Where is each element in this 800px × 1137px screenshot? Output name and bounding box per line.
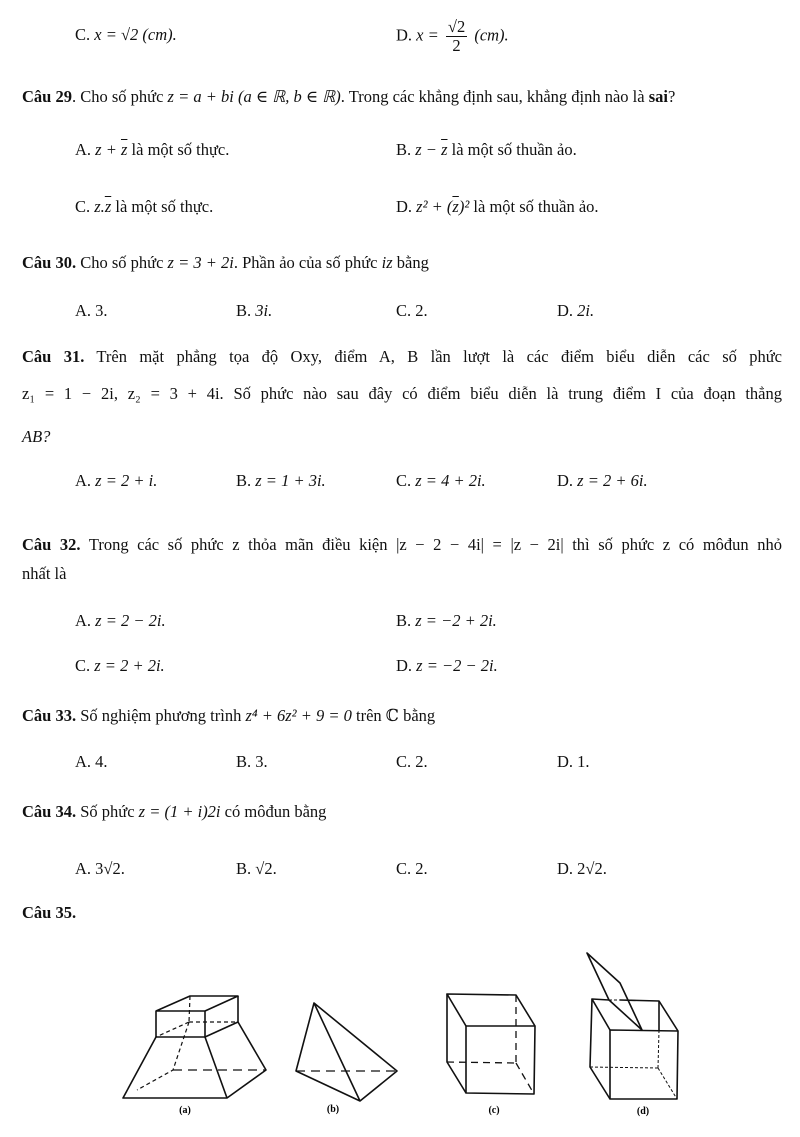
option-label: D. <box>396 25 413 45</box>
option-label: D. <box>557 301 574 320</box>
question-31-line-3: AB? <box>22 427 51 446</box>
question-math: iz <box>381 253 393 272</box>
option-math: x = √2 (cm). <box>94 25 177 44</box>
figure-c-front-face <box>466 1026 535 1094</box>
option-math-conjugate: $\overline{z}$ <box>452 197 459 216</box>
figure-a-base <box>123 1022 266 1098</box>
option-value: 3. <box>255 752 268 771</box>
question-number: Câu 33. <box>22 706 77 725</box>
option-value: 3. <box>95 301 108 320</box>
figure-c-label: (c) <box>488 1105 500 1116</box>
question-math: z = (1 + i)2i <box>138 802 221 821</box>
question-35: Câu 35. <box>22 903 77 922</box>
option-math-rhs: (cm). <box>474 25 509 45</box>
option-label: C. <box>396 859 412 878</box>
option-label: B. <box>236 301 252 320</box>
option-text: là một số thực. <box>127 140 230 159</box>
option-label: C. <box>75 197 91 216</box>
question-text: Trên mặt phẳng tọa độ Oxy, điểm A, B lần lượt là các điểm biểu diễn các số phức <box>84 347 782 366</box>
question-text: . Trong các khẳng định sau, khẳng định nào là <box>340 87 649 106</box>
question-text: bằng <box>392 253 429 272</box>
option-label: D. <box>557 859 574 878</box>
option-value: 4. <box>95 752 108 771</box>
fraction-denominator: 2 <box>452 36 461 55</box>
option-label: B. <box>236 859 252 878</box>
option-label: D. <box>557 471 574 490</box>
option-text: là một số thực. <box>111 197 214 216</box>
option-text: là một số thuần ảo. <box>447 140 577 159</box>
fraction-numerator: √2 <box>447 17 466 36</box>
figure-d-front-face <box>610 1030 678 1099</box>
question-number: Câu 30. <box>22 253 77 272</box>
question-math: z = a + bi (a ∈ ℝ, b ∈ ℝ) <box>167 87 341 106</box>
question-number: Câu 29 <box>22 87 72 106</box>
option-label: A. <box>75 859 92 878</box>
option-value: 2. <box>415 301 428 320</box>
option-value: 2. <box>415 752 428 771</box>
figure-b-label: (b) <box>326 1104 340 1115</box>
option-value: z = 1 + 3i. <box>255 471 326 490</box>
question-math: z⁴ + 6z² + 9 = 0 <box>245 706 352 725</box>
option-math-conjugate: $\overline{z}$ <box>120 140 128 159</box>
question-text: Số nghiệm phương trình <box>76 706 246 725</box>
option-label: C. <box>396 471 412 490</box>
option-value: 1. <box>577 752 590 771</box>
figure-d-hidden-edges <box>590 1000 677 1099</box>
option-label: B. <box>396 140 412 159</box>
option-value: z = 4 + 2i. <box>415 471 486 490</box>
question-text: Số phức <box>76 802 139 821</box>
question-number: Câu 31. <box>22 347 85 366</box>
option-value: 2. <box>415 859 428 878</box>
question-emphasis: sai <box>648 87 668 106</box>
question-end: ? <box>667 87 676 106</box>
figure-c-solid-edges <box>447 994 535 1026</box>
option-text: là một số thuần ảo. <box>469 197 599 216</box>
option-math: z − <box>415 140 442 159</box>
figure-d-solid-edges <box>620 1000 678 1031</box>
option-value: z = 2 + 2i. <box>94 656 165 675</box>
question-number: Câu 32. <box>22 535 81 554</box>
option-math: z² + ( <box>416 197 453 216</box>
figure-d-label: (d) <box>636 1106 650 1117</box>
option-math: z + <box>95 140 121 159</box>
option-value: √2. <box>255 859 277 878</box>
figure-d-flap <box>587 953 642 1030</box>
option-label: A. <box>75 752 92 771</box>
option-value: z = 2 + i. <box>95 471 158 490</box>
figure-d-solid-edges <box>592 999 610 1030</box>
option-value: z = 2 + 6i. <box>577 471 648 490</box>
option-label: A. <box>75 301 92 320</box>
option-value: 3√2. <box>95 859 125 878</box>
option-math-conjugate: $\overline{z}$ <box>441 140 448 159</box>
option-value: 3i. <box>255 301 273 320</box>
option-label: C. <box>75 25 91 44</box>
option-label: B. <box>236 752 252 771</box>
option-value: z = −2 + 2i. <box>415 611 497 630</box>
figure-c <box>447 994 535 1094</box>
question-31-line-2: z₁ = 1 − 2i, z₂ = 3 + 4i. Số phức nào sau đây có điểm biểu diễn là trung điểm I của đoạn thẳng <box>22 384 782 403</box>
figure-a <box>123 996 266 1098</box>
figure-a-edge <box>205 1037 227 1098</box>
option-value: z = 2 − 2i. <box>95 611 166 630</box>
figure-c-hidden-edges <box>447 995 534 1094</box>
option-label: D. <box>557 752 574 771</box>
question-number: Câu 34. <box>22 802 77 821</box>
option-label: C. <box>396 752 412 771</box>
figure-a-label: (a) <box>179 1105 191 1116</box>
figure-a-edge <box>205 1022 238 1037</box>
figure-d <box>587 953 678 1099</box>
figure-b <box>296 1003 397 1101</box>
question-text: có môđun bằng <box>220 802 327 821</box>
option-math: z. <box>94 197 105 216</box>
question-32-line-2: nhất là <box>22 564 67 583</box>
question-text: trên ℂ bằng <box>351 706 436 725</box>
option-label: D. <box>396 197 413 216</box>
option-value: 2i. <box>577 301 595 320</box>
question-text: Cho số phức <box>76 253 168 272</box>
option-value: z = −2 − 2i. <box>416 656 498 675</box>
question-text: . Cho số phức <box>71 87 168 106</box>
option-label: B. <box>236 471 252 490</box>
option-math-conjugate: $\overline{z}$ <box>104 197 112 216</box>
option-math: )² <box>458 197 470 216</box>
option-label: B. <box>396 611 412 630</box>
option-value: 2√2. <box>577 859 607 878</box>
option-label: A. <box>75 140 92 159</box>
option-label: D. <box>396 656 413 675</box>
option-label: A. <box>75 471 92 490</box>
figure-b-solid-edges <box>296 1003 397 1101</box>
question-text: . Phần ảo của số phức <box>233 253 382 272</box>
question-math: z = 3 + 2i <box>167 253 234 272</box>
question-text: Trong các số phức z thỏa mãn điều kiện |z − 2 − 4i| = |z − 2i| thì số phức z có môđun nhỏ <box>80 535 782 554</box>
option-label: C. <box>75 656 91 675</box>
option-label: A. <box>75 611 92 630</box>
option-label: C. <box>396 301 412 320</box>
option-math-lhs: x = <box>416 25 439 45</box>
